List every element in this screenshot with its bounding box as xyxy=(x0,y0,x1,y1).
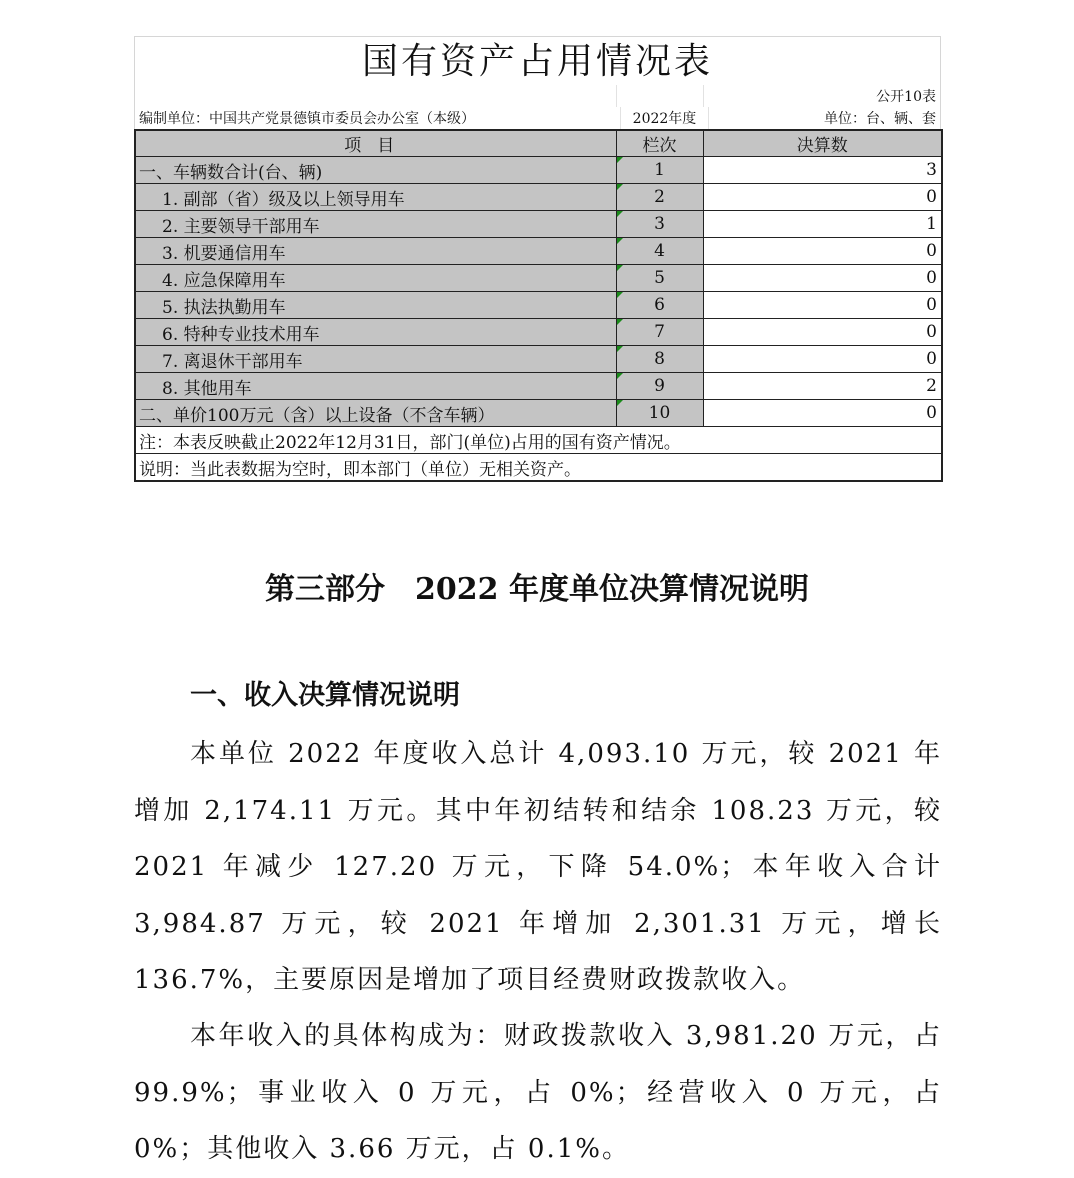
asset-grid xyxy=(134,129,943,482)
table-number: 公开10表 xyxy=(876,89,936,105)
row-item-label: 8. 其他用车 xyxy=(135,373,616,400)
header-value: 决算数 xyxy=(703,130,942,157)
table-explanation: 说明：当此表数据为空时，即本部门（单位）无相关资产。 xyxy=(135,454,942,482)
row-seq xyxy=(616,400,703,427)
income-paragraph-1 xyxy=(134,726,942,1009)
row-seq-number: 9 xyxy=(654,376,665,396)
row-seq xyxy=(616,319,703,346)
row-value: 1 xyxy=(703,211,942,238)
cell-marker-icon xyxy=(617,400,623,406)
note-row xyxy=(135,427,942,454)
table-row xyxy=(135,265,942,292)
row-item-label: 一、车辆数合计(台、辆) xyxy=(135,157,616,184)
row-value: 0 xyxy=(703,238,942,265)
row-seq-number: 5 xyxy=(654,268,665,288)
row-seq-number: 8 xyxy=(654,349,665,369)
table-row xyxy=(135,184,942,211)
row-seq xyxy=(616,346,703,373)
table-title: 国有资产占用情况表 xyxy=(134,36,941,85)
row-value: 0 xyxy=(703,346,942,373)
table-row xyxy=(135,211,942,238)
paragraph-text: 本单位 2022 年度收入总计 4,093.10 万元，较 2021 年增加 2,174.11 万元。其中年初结转和结余 108.23 万元，较 2021 年减少 127.20 万元，下降 54.0%；本年收入合计 3,984.87 万元，较 2021 年增加 2,301.31 万元，增长 136.7%，主要原因是增加了项目经费财政拨款收入。 xyxy=(134,739,942,995)
cell-marker-icon xyxy=(617,157,623,163)
row-seq-number: 3 xyxy=(654,214,665,234)
cell-marker-icon xyxy=(617,184,623,190)
row-value: 2 xyxy=(703,373,942,400)
table-row xyxy=(135,373,942,400)
table-row xyxy=(135,319,942,346)
row-seq xyxy=(616,373,703,400)
table-note: 注：本表反映截止2022年12月31日，部门(单位)占用的国有资产情况。 xyxy=(135,427,942,454)
row-seq xyxy=(616,238,703,265)
cell-marker-icon xyxy=(617,238,623,244)
measure-unit: 单位：台、辆、套 xyxy=(824,111,936,127)
compiling-unit: 编制单位：中国共产党景德镇市委员会办公室（本级） xyxy=(135,107,621,129)
table-number-row xyxy=(134,85,941,107)
row-seq-number: 4 xyxy=(654,241,665,261)
row-value: 0 xyxy=(703,184,942,211)
section-title: 一、收入决算情况说明 xyxy=(190,680,460,711)
row-seq xyxy=(616,157,703,184)
row-seq-number: 1 xyxy=(654,160,665,180)
row-item-label: 3. 机要通信用车 xyxy=(135,238,616,265)
row-item-label: 7. 离退休干部用车 xyxy=(135,346,616,373)
row-item-label: 二、单价100万元（含）以上设备（不含车辆） xyxy=(135,400,616,427)
cell-marker-icon xyxy=(617,346,623,352)
table-row xyxy=(135,157,942,184)
row-value: 0 xyxy=(703,292,942,319)
row-seq-number: 6 xyxy=(654,295,665,315)
row-seq-number: 10 xyxy=(648,403,671,423)
row-item-label: 6. 特种专业技术用车 xyxy=(135,319,616,346)
part-title: 第三部分 2022 年度单位决算情况说明 xyxy=(265,572,809,607)
table-row xyxy=(135,400,942,427)
header-seq: 栏次 xyxy=(616,130,703,157)
row-item-label: 1. 副部（省）级及以上领导用车 xyxy=(135,184,616,211)
cell-marker-icon xyxy=(617,292,623,298)
explain-row xyxy=(135,454,942,482)
row-seq xyxy=(616,265,703,292)
row-seq xyxy=(616,184,703,211)
row-value: 3 xyxy=(703,157,942,184)
cell-marker-icon xyxy=(617,211,623,217)
paragraph-text: 本年收入的具体构成为：财政拨款收入 3,981.20 万元，占 99.9%；事业收入 0 万元，占 0%；经营收入 0 万元，占 0%；其他收入 3.66 万元，占 0.1%。 xyxy=(134,1021,942,1164)
asset-occupancy-table xyxy=(134,36,941,482)
table-header-row xyxy=(135,130,942,157)
row-item-label: 4. 应急保障用车 xyxy=(135,265,616,292)
table-meta-row xyxy=(134,107,941,129)
cell-marker-icon xyxy=(617,373,623,379)
row-value: 0 xyxy=(703,265,942,292)
row-item-label: 2. 主要领导干部用车 xyxy=(135,211,616,238)
row-seq xyxy=(616,211,703,238)
table-row xyxy=(135,238,942,265)
row-item-label: 5. 执法执勤用车 xyxy=(135,292,616,319)
row-seq-number: 7 xyxy=(654,322,665,342)
row-seq xyxy=(616,292,703,319)
row-seq-number: 2 xyxy=(654,187,665,207)
row-value: 0 xyxy=(703,400,942,427)
cell-marker-icon xyxy=(617,319,623,325)
income-paragraph-2 xyxy=(134,1008,942,1178)
cell-marker-icon xyxy=(617,265,623,271)
table-row xyxy=(135,346,942,373)
fiscal-year: 2022年度 xyxy=(621,107,709,129)
row-value: 0 xyxy=(703,319,942,346)
table-row xyxy=(135,292,942,319)
header-item: 项目 xyxy=(135,130,616,157)
